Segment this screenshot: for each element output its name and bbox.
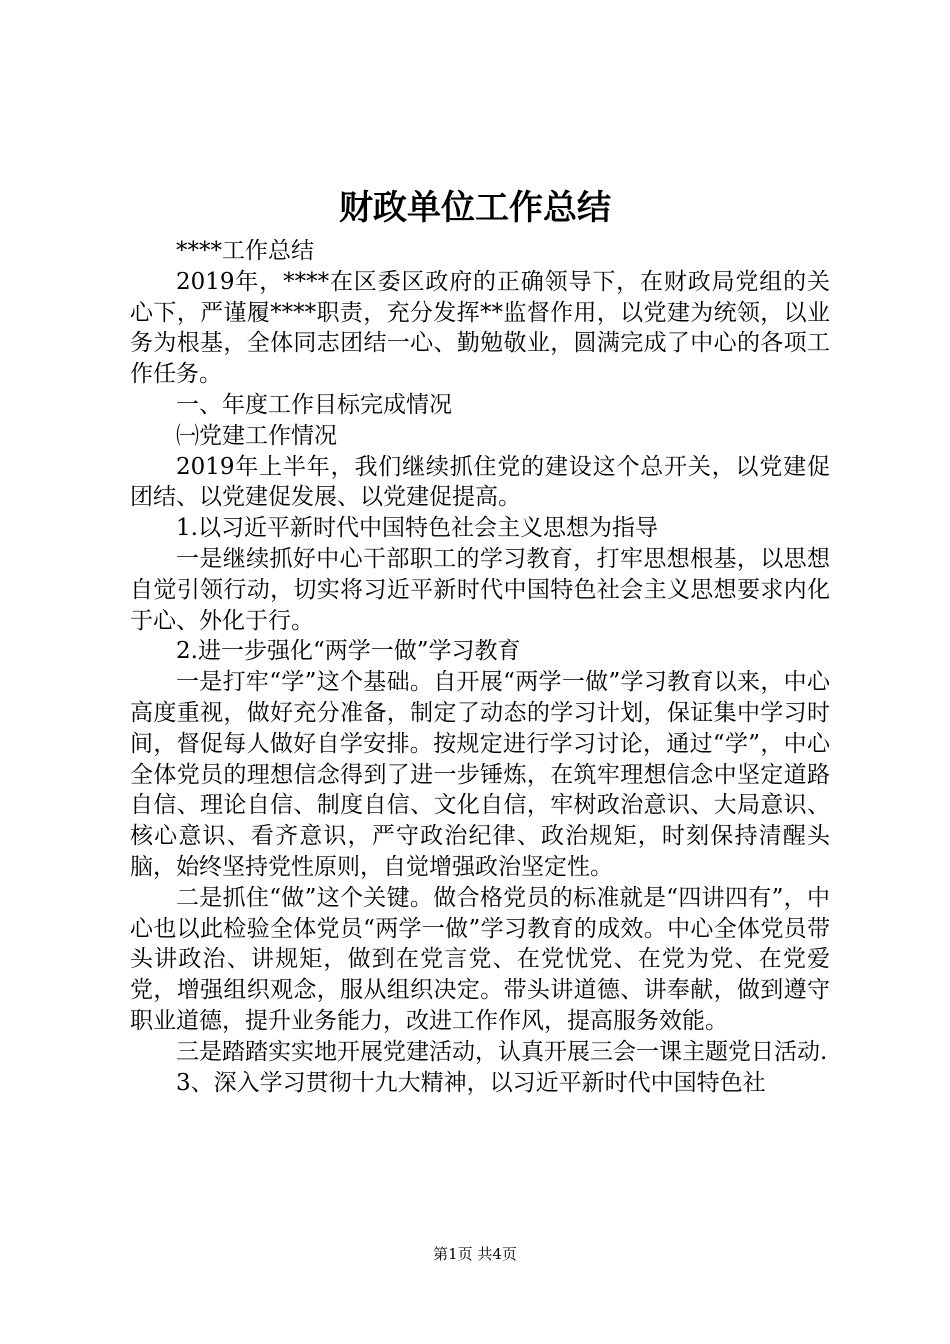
paragraph: 2019年上半年，我们继续抓住党的建设这个总开关，以党建促团结、以党建促发展、以党建促提高。 — [130, 453, 830, 511]
page-number-footer: 第1页 共4页 — [433, 1245, 517, 1263]
paragraph: 一是继续抓好中心干部职工的学习教育，打牢思想根基，以思想自觉引领行动，切实将习近平新时代中国特色社会主义思想要求内化于心、外化于行。 — [130, 545, 830, 634]
subsection-heading-1: ㈠党建工作情况 — [176, 422, 337, 449]
document-title: 财政单位工作总结 — [339, 188, 611, 228]
paragraph: 一是打牢“学”这个基础。自开展“两学一做”学习教育以来，中心高度重视，做好充分准备，制定了动态的学习计划，保证集中学习时间，督促每人做好自学安排。按规定进行学习讨论，通过“学”，中心全体党员的理想信念得到了进一步锤炼，在筑牢理想信念中坚定道路自信、理论自信、制度自信、文化自信，牢树政治意识、大局意识、核心意识、看齐意识，严守政治纪律、政治规矩，时刻保持清醒头脑，始终坚持党性原则，自觉增强政治坚定性。 — [130, 669, 830, 880]
item-heading-2: 2.进一步强化“两学一做”学习教育 — [176, 638, 521, 665]
document-body — [130, 236, 830, 1098]
paragraph-intro: 2019年，****在区委区政府的正确领导下，在财政局党组的关心下，严谨履****职责，充分发挥**监督作用，以党建为统领，以业务为根基，全体同志团结一心、勤勉敬业，圆满完成了中心的各项工作任务。 — [130, 268, 830, 388]
item-heading-1: 1.以习近平新时代中国特色社会主义思想为指导 — [176, 515, 658, 542]
item-heading-3: 3、深入学习贯彻十九大精神，以习近平新时代中国特色社 — [176, 1069, 766, 1096]
section-heading-1: 一、年度工作目标完成情况 — [176, 391, 452, 418]
paragraph: 三是踏踏实实地开展党建活动，认真开展三会一课主题党日活动. — [176, 1038, 828, 1065]
paragraph-heading: ****工作总结 — [176, 238, 314, 264]
paragraph: 二是抓住“做”这个关键。做合格党员的标准就是“四讲四有”，中心也以此检验全体党员“两学一做”学习教育的成效。中心全体党员带头讲政治、讲规矩，做到在党言党、在党忧党、在党为党、在党爱党，增强组织观念，服从组织决定。带头讲道德、讲奉献，做到遵守职业道德，提升业务能力，改进工作作风，提高服务效能。 — [130, 884, 830, 1034]
